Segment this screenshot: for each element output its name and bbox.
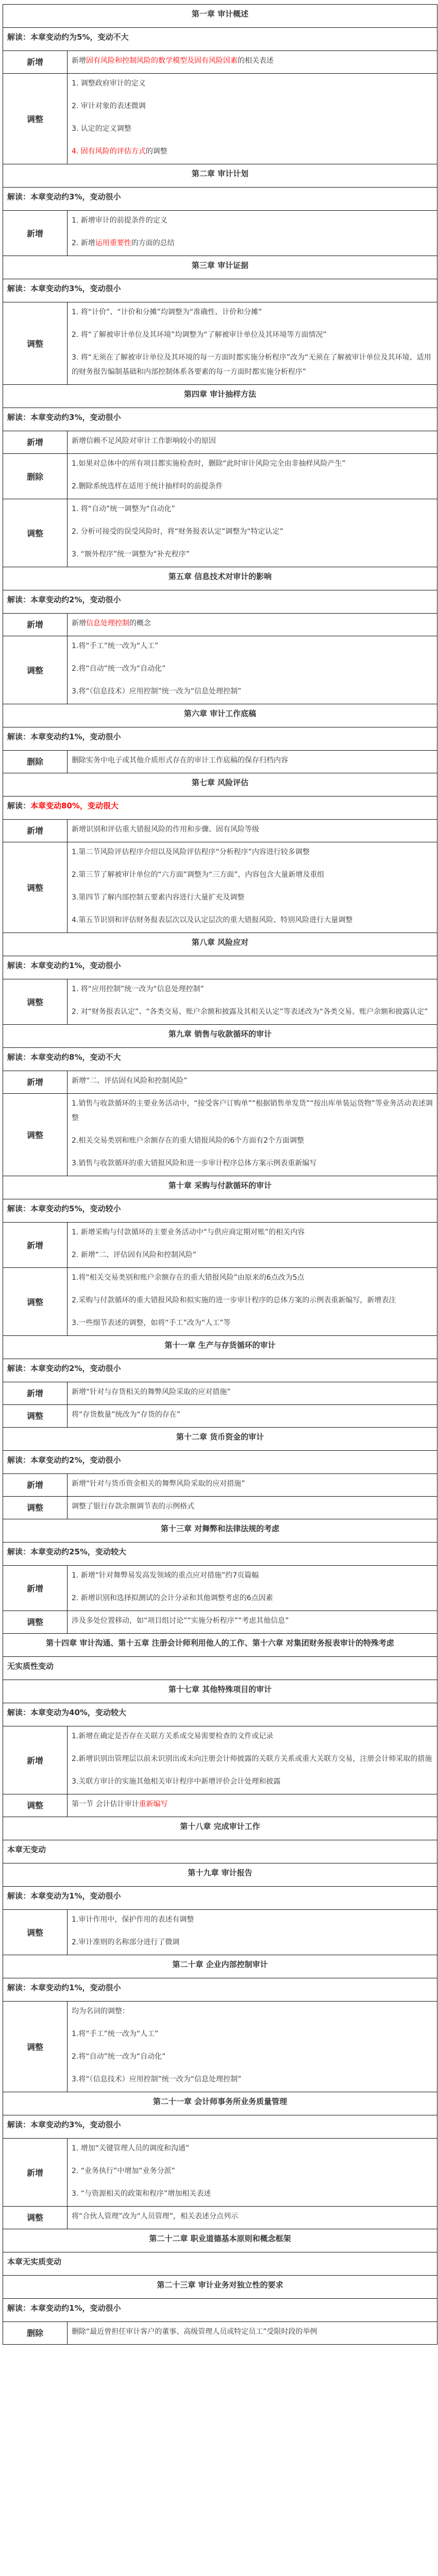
chapter-summary: 解读：本章变动约3%，变动很小 bbox=[3, 279, 437, 302]
change-item: 1.如果对总体中的所有项目都实施检查时，删除“此时审计风险完全由非抽样风险产生” bbox=[72, 460, 346, 468]
chapter-title-row bbox=[3, 1428, 437, 1451]
change-details bbox=[68, 2139, 437, 2207]
change-type-label: 调整 bbox=[3, 1910, 68, 1955]
chapter-title: 第三章 审计证据 bbox=[3, 256, 437, 279]
change-details bbox=[68, 842, 437, 933]
change-item: 2.新增识别出管理层以前未识别出或未向注册会计师披露的关联方关系或重大关联方交易，注册会计师采取的措施 bbox=[72, 1755, 432, 1763]
change-item: 1. 新增“针对舞弊易发高发领域的重点应对措施”约7页篇幅 bbox=[72, 1571, 259, 1580]
chapter-title-row bbox=[3, 1863, 437, 1887]
change-item: 3.第四节了解内部控制五要素内容进行大量扩充及调整 bbox=[72, 893, 245, 902]
change-item: 2. 新增“二、评估固有风险和控制风险” bbox=[72, 1251, 197, 1259]
chapter-summary: 解读：本章变动约为5%，变动不大 bbox=[3, 28, 437, 51]
chapter-title: 第十章 采购与付款循环的审计 bbox=[3, 1176, 437, 1199]
change-details bbox=[68, 1794, 437, 1817]
chapter-summary-row bbox=[3, 727, 437, 751]
chapter-title: 第十二章 货币资金的审计 bbox=[3, 1428, 437, 1451]
change-details bbox=[68, 2322, 437, 2345]
chapter-summary: 本章无变动 bbox=[3, 1840, 437, 1863]
chapter-title-row bbox=[3, 1817, 437, 1840]
chapter-summary-row bbox=[3, 1543, 437, 1566]
change-row-added bbox=[3, 820, 437, 842]
chapter-summary bbox=[3, 796, 437, 820]
change-type-label: 调整 bbox=[3, 2207, 68, 2229]
change-details bbox=[68, 499, 437, 567]
change-item: 1. 增加“关键管理人员的调度和沟通” bbox=[72, 2144, 190, 2153]
change-type-label: 调整 bbox=[3, 1268, 68, 1336]
change-item: 2. 分析可接受的误受风险时，将“财务报表认定”调整为“特定认定” bbox=[72, 528, 283, 536]
change-item: 2.采购与付款循环的重大错报风险和拟实施的进一步审计程序的总体方案的示例表重新编写，新增表注 bbox=[72, 1296, 396, 1304]
chapter-summary: 解读：本章变动约3%，变动很小 bbox=[3, 408, 437, 431]
chapter-summary: 解读：本章变动约1%，变动很小 bbox=[3, 956, 437, 979]
change-type-label: 调整 bbox=[3, 499, 68, 567]
highlighted-text: 4. 固有风险的评估方式 bbox=[72, 147, 146, 156]
change-type-label: 新增 bbox=[3, 51, 68, 74]
change-type-label: 删除 bbox=[3, 454, 68, 499]
change-details bbox=[68, 431, 437, 454]
chapter-title-row bbox=[3, 1519, 437, 1543]
change-item: 涉及多处位置移动，如“项目组讨论”“实施分析程序”“考虑其他信息” bbox=[72, 1617, 289, 1625]
change-row-adjusted bbox=[3, 2002, 437, 2092]
change-type-label: 新增 bbox=[3, 1566, 68, 1611]
chapter-title: 第十一章 生产与存货循环的审计 bbox=[3, 1336, 437, 1359]
change-details bbox=[68, 820, 437, 842]
change-row-added bbox=[3, 211, 437, 256]
chapter-summary: 解读：本章变动约5%，变动较小 bbox=[3, 1199, 437, 1223]
change-details bbox=[68, 1382, 437, 1405]
change-row-added bbox=[3, 1382, 437, 1405]
chapter-title-row bbox=[3, 5, 437, 28]
change-item: 2. 审计对象的表述微调 bbox=[72, 102, 146, 110]
chapter-title: 第九章 销售与收款循环的审计 bbox=[3, 1025, 437, 1048]
chapter-summary: 解读：本章变动约3%，变动很小 bbox=[3, 2115, 437, 2139]
chapter-summary-row bbox=[3, 408, 437, 431]
change-item: 3. “与资源相关的政策和程序”增加相关表述 bbox=[72, 2190, 211, 2198]
chapter-summary-row bbox=[3, 2115, 437, 2139]
chapter-title-row bbox=[3, 1680, 437, 1703]
change-item bbox=[72, 1797, 433, 1811]
change-item: 2.相关交易类别和账户余额存在的重大错报风险的6个方面有2个方面调整 bbox=[72, 1137, 305, 1145]
chapter-summary-row bbox=[3, 1657, 437, 1680]
change-item: 调整了银行存款余额调节表的示例格式 bbox=[72, 1502, 194, 1511]
chapter-summary-row bbox=[3, 1978, 437, 2002]
chapter-summary: 解读：本章变动约1%，变动很小 bbox=[3, 727, 437, 751]
chapter-summary-row bbox=[3, 1451, 437, 1474]
change-item: 1.将“相关交易类别和账户余额存在的重大错报风险”由原来的6点改为5点 bbox=[72, 1274, 305, 1282]
chapter-summary: 解读：本章变动约3%，变动很小 bbox=[3, 188, 437, 211]
chapter-title-row bbox=[3, 1955, 437, 1978]
change-details bbox=[68, 1566, 437, 1611]
change-item: 新增“针对与存货相关的舞弊风险采取的应对措施” bbox=[72, 1388, 231, 1396]
change-row-adjusted bbox=[3, 979, 437, 1025]
change-item: 新增识别和评估重大错报风险的作用和步骤、固有风险等级 bbox=[72, 825, 259, 834]
change-item: 均为名词的调整： bbox=[72, 2007, 129, 2015]
chapter-title: 第十七章 其他特殊项目的审计 bbox=[3, 1680, 437, 1703]
chapter-summary: 解读：本章变动约8%，变动不大 bbox=[3, 1048, 437, 1071]
change-details bbox=[68, 1497, 437, 1519]
change-item: 1. 新增审计的前提条件的定义 bbox=[72, 216, 167, 225]
change-type-label: 调整 bbox=[3, 1611, 68, 1634]
text-segment: 的相关表述 bbox=[238, 57, 274, 65]
chapter-title-row bbox=[3, 773, 437, 796]
chapter-title: 第二十章 企业内部控制审计 bbox=[3, 1955, 437, 1978]
change-item: 1. 将“计价”、“计价和分摊”均调整为“准确性、计价和分摊” bbox=[72, 308, 262, 316]
change-item: 3.关联方审计的实施其他相关审计程序中新增评价会计处理和披露 bbox=[72, 1777, 281, 1786]
chapter-summary-row bbox=[3, 1048, 437, 1071]
change-row-added bbox=[3, 2139, 437, 2207]
chapter-summary-row bbox=[3, 28, 437, 51]
change-item bbox=[72, 236, 433, 250]
text-segment: 新增 bbox=[72, 619, 86, 628]
change-type-label: 调整 bbox=[3, 302, 68, 385]
change-row-deleted bbox=[3, 2322, 437, 2345]
change-item: 3. “额外程序”统一调整为“补充程序” bbox=[72, 550, 190, 558]
change-type-label: 新增 bbox=[3, 1726, 68, 1794]
change-details bbox=[68, 1405, 437, 1428]
chapter-title: 第七章 风险评估 bbox=[3, 773, 437, 796]
change-row-added bbox=[3, 51, 437, 74]
change-type-label: 调整 bbox=[3, 1405, 68, 1428]
chapter-summary: 解读：本章变动约2%，变动很小 bbox=[3, 1359, 437, 1382]
change-item: 删除“最近曾担任审计客户的董事、高级管理人员或特定员工”受限时段的举例 bbox=[72, 2328, 317, 2336]
change-details bbox=[68, 751, 437, 773]
change-type-label: 新增 bbox=[3, 614, 68, 636]
change-type-label: 调整 bbox=[3, 1497, 68, 1519]
chapter-title: 第十九章 审计报告 bbox=[3, 1863, 437, 1887]
chapter-title-row bbox=[3, 164, 437, 188]
change-row-added bbox=[3, 431, 437, 454]
change-row-adjusted bbox=[3, 74, 437, 164]
chapter-changes-table bbox=[3, 4, 437, 2345]
change-item bbox=[72, 616, 433, 631]
chapter-title: 第十三章 对舞弊和法律法规的考虑 bbox=[3, 1519, 437, 1543]
change-details bbox=[68, 1910, 437, 1955]
change-item: 2.审计准则的名称部分进行了微调 bbox=[72, 1938, 180, 1946]
chapter-title-row bbox=[3, 2092, 437, 2115]
change-item: 2. 对“财务报表认定”、“各类交易、账户余额和披露及其相关认定”等表述改为“各类交易、账户余额和披露认定” bbox=[72, 1008, 428, 1016]
change-item: 1.审计作用中，保护作用的表述有调整 bbox=[72, 1916, 194, 1924]
change-row-adjusted bbox=[3, 1268, 437, 1336]
change-details bbox=[68, 1474, 437, 1497]
highlighted-text: 本章变动80%，变动很大 bbox=[30, 801, 119, 810]
change-details bbox=[68, 979, 437, 1025]
change-row-adjusted bbox=[3, 1794, 437, 1817]
change-row-deleted bbox=[3, 751, 437, 773]
text-segment: 的概念 bbox=[129, 619, 151, 628]
change-row-adjusted bbox=[3, 1497, 437, 1519]
change-item: 1. 将“自动”统一调整为“自动化” bbox=[72, 505, 175, 513]
chapter-title-row bbox=[3, 567, 437, 590]
change-type-label: 调整 bbox=[3, 842, 68, 933]
change-row-adjusted bbox=[3, 499, 437, 567]
change-type-label: 调整 bbox=[3, 2002, 68, 2092]
chapter-summary-row bbox=[3, 1199, 437, 1223]
change-type-label: 新增 bbox=[3, 211, 68, 256]
change-row-adjusted bbox=[3, 302, 437, 385]
change-item: 1. 调整政府审计的定义 bbox=[72, 79, 146, 88]
change-item bbox=[72, 144, 433, 159]
highlighted-text: 信息处理控制 bbox=[86, 619, 129, 628]
change-type-label: 新增 bbox=[3, 1071, 68, 1094]
change-type-label: 调整 bbox=[3, 1094, 68, 1176]
change-details bbox=[68, 2207, 437, 2229]
chapter-summary-row bbox=[3, 1359, 437, 1382]
change-item: 2. 新增识别和选择拟测试的会计分录和其他调整考虑的6点因素 bbox=[72, 1594, 273, 1602]
change-row-added bbox=[3, 1474, 437, 1497]
change-type-label: 调整 bbox=[3, 979, 68, 1025]
change-item: 3.将“（信息技术）应用控制”统一改为“信息处理控制” bbox=[72, 687, 242, 696]
chapter-summary: 解读：本章变动约1%，变动很小 bbox=[3, 1978, 437, 2002]
change-details bbox=[68, 1611, 437, 1634]
chapter-title: 第十四章 审计沟通、第十五章 注册会计师利用他人的工作、第十六章 对集团财务报表审计的特殊考虑 bbox=[3, 1634, 437, 1657]
text-segment: 解读： bbox=[7, 801, 31, 810]
change-type-label: 新增 bbox=[3, 1223, 68, 1268]
change-item: 3.销售与收款循环的重大错报风险和进一步审计程序总体方案示例表重新编写 bbox=[72, 1159, 317, 1167]
change-details bbox=[68, 1268, 437, 1336]
chapter-title-row bbox=[3, 2276, 437, 2299]
text-segment: 2. 新增 bbox=[72, 239, 95, 247]
change-type-label: 新增 bbox=[3, 1382, 68, 1405]
change-type-label: 调整 bbox=[3, 74, 68, 164]
chapter-title: 第二十三章 审计业务对独立性的要求 bbox=[3, 2276, 437, 2299]
chapter-summary-row bbox=[3, 2252, 437, 2276]
change-type-label: 调整 bbox=[3, 1794, 68, 1817]
change-type-label: 删除 bbox=[3, 2322, 68, 2345]
change-type-label: 调整 bbox=[3, 636, 68, 704]
change-details bbox=[68, 1223, 437, 1268]
chapter-summary-row bbox=[3, 1703, 437, 1726]
chapter-title: 第二章 审计计划 bbox=[3, 164, 437, 188]
change-row-adjusted bbox=[3, 1094, 437, 1176]
change-type-label: 新增 bbox=[3, 1474, 68, 1497]
change-details bbox=[68, 1094, 437, 1176]
change-row-adjusted bbox=[3, 1910, 437, 1955]
highlighted-text: 运用重要性 bbox=[95, 239, 131, 247]
chapter-title-row bbox=[3, 1634, 437, 1657]
change-details bbox=[68, 51, 437, 74]
chapter-title: 第五章 信息技术对审计的影响 bbox=[3, 567, 437, 590]
change-item: 3.将“（信息技术）应用控制”统一改为“信息处理控制” bbox=[72, 2075, 242, 2083]
change-item: 1.销售与收款循环的主要业务活动中，“接受客户订购单”“根据销售单发货”“按出库单装运货物”等业务活动表述调整 bbox=[72, 1099, 433, 1122]
chapter-summary-row bbox=[3, 2299, 437, 2322]
change-item: 2.将“自动”统一改为“自动化” bbox=[72, 665, 166, 673]
change-item: 新增“针对与货币资金相关的舞弊风险采取的应对措施” bbox=[72, 1480, 245, 1488]
chapter-summary-row bbox=[3, 279, 437, 302]
chapter-title: 第十八章 完成审计工作 bbox=[3, 1817, 437, 1840]
highlighted-text: 重新编写 bbox=[139, 1800, 168, 1808]
chapter-summary-row bbox=[3, 1887, 437, 1910]
change-item: 新增“二、评估固有风险和控制风险” bbox=[72, 1077, 188, 1085]
change-row-adjusted bbox=[3, 636, 437, 704]
chapter-summary: 解读：本章变动为1%，变动很小 bbox=[3, 1887, 437, 1910]
change-item: 3. 将“无须在了解被审计单位及其环境的每一方面时都实施分析程序”改为“无须在了解被审计单位及其环境、适用的财务报告编制基础和内部控制体系各要素的每一方面时都实施分析程序” bbox=[72, 353, 431, 376]
text-segment: 的方面的总结 bbox=[131, 239, 175, 247]
change-item: 删除实务中电子或其他介质形式存在的审计工作底稿的保存归档内容 bbox=[72, 756, 288, 765]
chapter-summary-row bbox=[3, 956, 437, 979]
change-details bbox=[68, 1726, 437, 1794]
change-details bbox=[68, 1071, 437, 1094]
change-row-adjusted bbox=[3, 842, 437, 933]
chapter-title-row bbox=[3, 256, 437, 279]
change-type-label: 新增 bbox=[3, 2139, 68, 2207]
chapter-title-row bbox=[3, 933, 437, 956]
change-details bbox=[68, 454, 437, 499]
chapter-title: 第八章 风险应对 bbox=[3, 933, 437, 956]
change-details bbox=[68, 211, 437, 256]
change-row-adjusted bbox=[3, 1405, 437, 1428]
change-item: 1. 新增采购与付款循环的主要业务活动中“与供应商定期对账”的相关内容 bbox=[72, 1228, 305, 1236]
chapter-summary: 解读：本章变动约2%，变动很小 bbox=[3, 590, 437, 614]
chapter-summary: 解读：本章变动约2%，变动很小 bbox=[3, 1451, 437, 1474]
change-item: 将“存货数量”统改为“存货的存在” bbox=[72, 1411, 181, 1419]
chapter-summary: 本章无实质变动 bbox=[3, 2252, 437, 2276]
change-item bbox=[72, 54, 433, 68]
change-type-label: 新增 bbox=[3, 820, 68, 842]
chapter-title-row bbox=[3, 704, 437, 727]
change-item: 2. “业务执行”中增加“业务分派” bbox=[72, 2167, 175, 2175]
change-row-added bbox=[3, 1726, 437, 1794]
change-row-added bbox=[3, 1071, 437, 1094]
change-item: 2. 将“了解被审计单位及其环境”均调整为“了解被审计单位及其环境等方面情况” bbox=[72, 331, 327, 339]
highlighted-text: 固有风险和控制风险的数学模型及固有风险因素 bbox=[86, 57, 238, 65]
chapter-title-row bbox=[3, 1176, 437, 1199]
change-details bbox=[68, 614, 437, 636]
chapter-summary-row bbox=[3, 1840, 437, 1863]
change-row-adjusted bbox=[3, 1611, 437, 1634]
chapter-summary: 无实质性变动 bbox=[3, 1657, 437, 1680]
chapter-summary-row bbox=[3, 188, 437, 211]
change-item: 2.第三节了解被审计单位的“六方面”调整为“三方面”，内容包含大量新增及重组 bbox=[72, 871, 325, 879]
chapter-summary: 解读：本章变动为40%，变动较大 bbox=[3, 1703, 437, 1726]
change-item: 3. 认定的定义调整 bbox=[72, 125, 131, 133]
chapter-title: 第二十一章 会计师事务所业务质量管理 bbox=[3, 2092, 437, 2115]
change-item: 3.一些细节表述的调整，如将“手工”改为“人工”等 bbox=[72, 1319, 231, 1327]
chapter-summary-row bbox=[3, 796, 437, 820]
change-item: 将“合伙人管理”改为“人员管理”，相关表述分点列示 bbox=[72, 2212, 239, 2221]
text-segment: 第一节 会计估计审计 bbox=[72, 1800, 139, 1808]
change-item: 新增信赖不足风险对审计工作影响较小的原因 bbox=[72, 437, 216, 445]
change-details bbox=[68, 636, 437, 704]
change-item: 4.第五节识别和评估财务报表层次以及认定层次的重大错报风险、特别风险进行大量调整 bbox=[72, 916, 353, 924]
chapter-summary: 解读：本章变动约25%，变动较大 bbox=[3, 1543, 437, 1566]
table-body bbox=[3, 5, 437, 2345]
change-row-added bbox=[3, 614, 437, 636]
change-row-added bbox=[3, 1223, 437, 1268]
text-segment: 的调整 bbox=[145, 147, 167, 156]
chapter-summary-row bbox=[3, 590, 437, 614]
change-row-deleted bbox=[3, 454, 437, 499]
change-item: 1.将“手工”统一改为“人工” bbox=[72, 2030, 159, 2038]
change-details bbox=[68, 2002, 437, 2092]
change-item: 2.删除系统选样在适用于统计抽样时的前提条件 bbox=[72, 482, 223, 490]
chapter-title-row bbox=[3, 1336, 437, 1359]
chapter-title: 第四章 审计抽样方法 bbox=[3, 385, 437, 408]
change-details bbox=[68, 74, 437, 164]
chapter-summary: 解读：本章变动约1%，变动很小 bbox=[3, 2299, 437, 2322]
change-item: 1.第二节风险评估程序介绍以及风险评估程序“分析程序”内容进行较多调整 bbox=[72, 848, 310, 856]
change-item: 1.新增在确定是否存在关联方关系或交易需要检查的文件或记录 bbox=[72, 1732, 274, 1740]
chapter-title-row bbox=[3, 1025, 437, 1048]
change-type-label: 新增 bbox=[3, 431, 68, 454]
change-item: 1.将“手工”统一改为“人工” bbox=[72, 642, 159, 650]
chapter-title: 第一章 审计概述 bbox=[3, 5, 437, 28]
change-type-label: 删除 bbox=[3, 751, 68, 773]
change-row-adjusted bbox=[3, 2207, 437, 2229]
change-item: 1. 将“应用控制”统一改为“信息处理控制” bbox=[72, 985, 204, 993]
chapter-title: 第六章 审计工作底稿 bbox=[3, 704, 437, 727]
text-segment: 新增 bbox=[72, 57, 86, 65]
chapter-title-row bbox=[3, 385, 437, 408]
change-details bbox=[68, 302, 437, 385]
chapter-title-row bbox=[3, 2229, 437, 2252]
change-row-added bbox=[3, 1566, 437, 1611]
change-item: 2.将“自动”统一改为“自动化” bbox=[72, 2053, 166, 2061]
chapter-title: 第二十二章 职业道德基本原则和概念框架 bbox=[3, 2229, 437, 2252]
